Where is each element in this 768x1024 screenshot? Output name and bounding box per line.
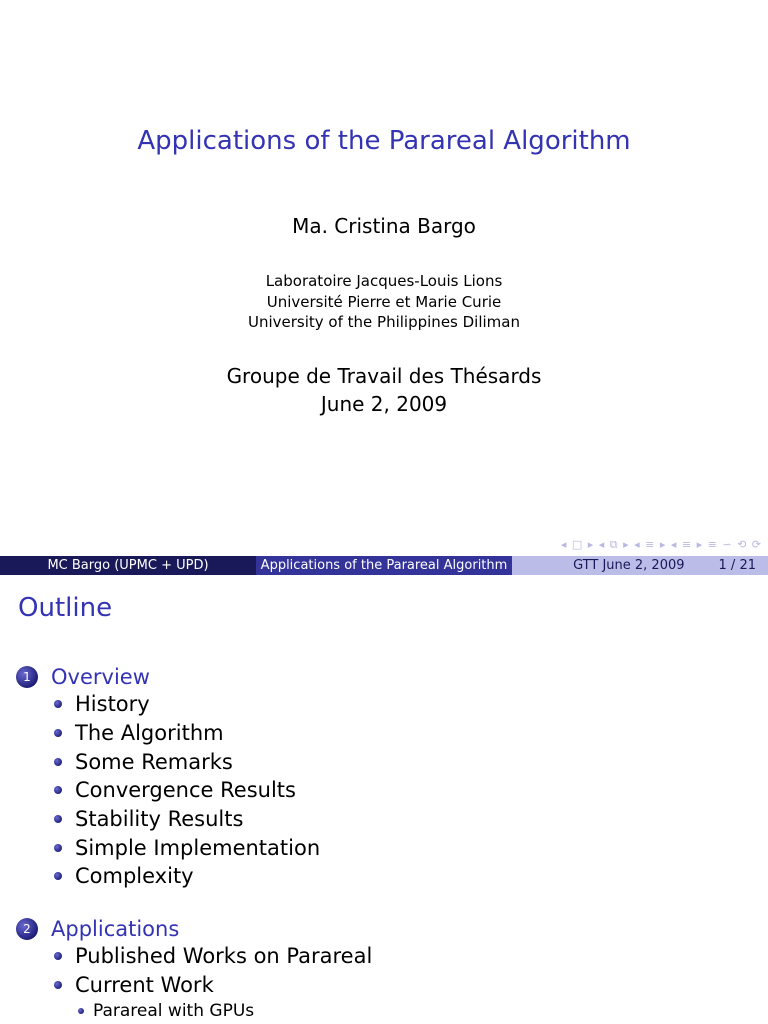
- footer-title: Applications of the Parareal Algorithm: [256, 556, 512, 575]
- outline-item-label: Published Works on Parareal: [75, 944, 373, 969]
- bullet-icon: [54, 844, 62, 852]
- outline-item-label: Current Work: [75, 973, 214, 998]
- section-items: [16, 942, 372, 1023]
- outline-section-applications: [16, 916, 372, 1023]
- outline-subitem[interactable]: [16, 999, 372, 1023]
- section-title[interactable]: Applications: [51, 917, 180, 941]
- bullet-icon: [54, 981, 62, 989]
- slide-footer: [0, 556, 768, 575]
- section-number-ball: 1: [16, 666, 38, 688]
- outline-item[interactable]: [16, 833, 320, 862]
- outline-item-label: Complexity: [75, 864, 194, 889]
- outline-item[interactable]: [16, 862, 320, 891]
- affiliations: [0, 271, 768, 333]
- section-title[interactable]: Overview: [51, 665, 150, 689]
- outline-item-label: Convergence Results: [75, 778, 296, 803]
- outline-item[interactable]: [16, 776, 320, 805]
- section-heading[interactable]: [16, 916, 372, 942]
- section-heading[interactable]: [16, 664, 320, 690]
- outline-section-overview: [16, 664, 320, 891]
- event-date: June 2, 2009: [320, 392, 448, 416]
- outline-subitem-label: Parareal with GPUs: [93, 1001, 255, 1022]
- outline-item-label: Stability Results: [75, 807, 244, 832]
- outline-item[interactable]: [16, 747, 320, 776]
- beamer-navigation-icons[interactable]: ◂ □ ▸ ◂ ⧉ ▸ ◂ ≡ ▸ ◂ ≡ ▸ ≡ ∽ ⟲ ⟳: [560, 538, 762, 551]
- bullet-icon: [54, 758, 62, 766]
- outline-item[interactable]: [16, 719, 320, 748]
- bullet-icon: [54, 872, 62, 880]
- event-block: [0, 362, 768, 418]
- event-name: Groupe de Travail des Thésards: [226, 364, 542, 388]
- affiliation-line: Laboratoire Jacques-Louis Lions: [265, 272, 503, 290]
- footer-author: MC Bargo (UPMC + UPD): [0, 556, 256, 575]
- outline-item[interactable]: [16, 805, 320, 834]
- sub-bullet-icon: [78, 1008, 84, 1014]
- bullet-icon: [54, 815, 62, 823]
- outline-item[interactable]: [16, 690, 320, 719]
- outline-slide: [0, 575, 768, 1024]
- footer-right: [512, 556, 768, 575]
- outline-item[interactable]: [16, 942, 372, 971]
- footer-event: GTT June 2, 2009: [573, 558, 685, 573]
- affiliation-line: University of the Philippines Diliman: [248, 313, 520, 331]
- outline-item[interactable]: [16, 971, 372, 1000]
- section-number-ball: 2: [16, 918, 38, 940]
- bullet-icon: [54, 952, 62, 960]
- author-name: Ma. Cristina Bargo: [292, 214, 476, 238]
- bullet-icon: [54, 786, 62, 794]
- outline-item-label: Some Remarks: [75, 749, 233, 774]
- bullet-icon: [54, 700, 62, 708]
- outline-item-label: Simple Implementation: [75, 835, 321, 860]
- presentation-title: Applications of the Parareal Algorithm: [137, 126, 631, 156]
- section-items: [16, 690, 320, 891]
- outline-title: Outline: [18, 593, 113, 623]
- outline-item-label: The Algorithm: [75, 721, 224, 746]
- bullet-icon: [54, 729, 62, 737]
- footer-page-number: 1 / 21: [718, 558, 756, 573]
- affiliation-line: Université Pierre et Marie Curie: [266, 292, 502, 311]
- outline-item-label: History: [75, 692, 150, 717]
